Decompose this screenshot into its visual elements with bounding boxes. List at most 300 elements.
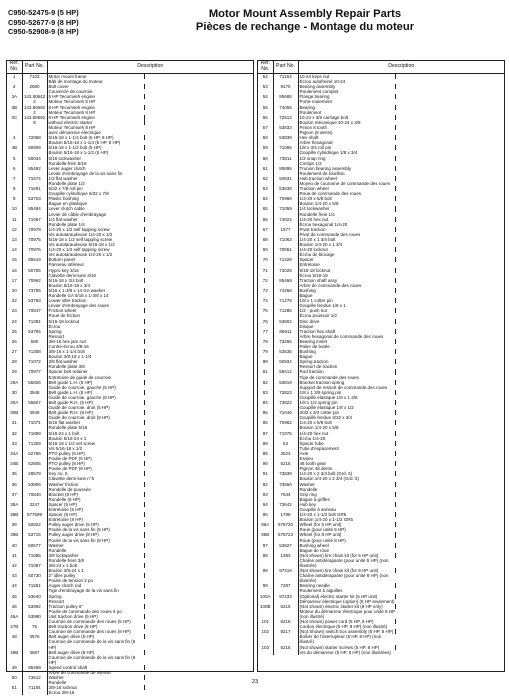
- ref-number: 60: [258, 156, 273, 166]
- parts-row: [7, 339, 253, 349]
- part-number: 71674: [22, 176, 47, 186]
- part-number: 52786: [22, 451, 47, 461]
- description-french: Boulon 5/16-18 x 1-1/4 (5 HP, 8 HP): [48, 140, 121, 146]
- part-number: 70976: [22, 247, 47, 257]
- description-english: 2" idler pulley: [48, 573, 146, 578]
- parts-row: [258, 94, 504, 104]
- ref-number: 29A: [7, 380, 22, 390]
- description-french: Poulie de la vis sans fin (5 HP): [48, 527, 110, 533]
- description-english: 10-24 keps nut: [299, 74, 397, 79]
- ref-number: 79: [258, 349, 273, 359]
- description-english: Hub key: [299, 502, 397, 507]
- description-english: 1/4-20 x 1-1/2 bolt GR5: [299, 512, 397, 517]
- description-english: Bolt cover: [48, 84, 146, 89]
- part-number: 1798: [273, 512, 298, 522]
- ref-number: 33: [7, 441, 22, 451]
- parts-row: [7, 380, 253, 390]
- ref-number: 77: [258, 329, 273, 339]
- description-french: Vis 5/16-18 x 1/2: [48, 445, 83, 451]
- parts-row: [7, 583, 253, 593]
- part-number: 3576: [22, 634, 47, 649]
- ref-number: 3B: [7, 105, 22, 115]
- parts-row: [7, 308, 253, 318]
- description-french: Ressort de traction: [299, 364, 338, 370]
- description-french: Courroie de commande des roues (8 HP): [48, 629, 131, 635]
- ref-number: 82: [258, 380, 273, 390]
- description-french: Rondelle GA 5/16 x 1-3/8 x 14: [48, 293, 109, 299]
- description-english: Axle: [299, 451, 397, 456]
- part-number: 58412: [273, 369, 298, 379]
- description-english: (Not shown) electric starter kit (8 HP only): [299, 604, 397, 609]
- description-french: Chaîne antidérapante (pour unité 5 HP) (non illustrée): [299, 557, 390, 568]
- ref-number: 42: [7, 563, 22, 573]
- parts-row: [258, 532, 504, 542]
- part-number: 70962: [22, 278, 47, 288]
- description-french: Arbre hexagonal de commande des roues: [299, 333, 384, 339]
- part-number: 143.806928: [22, 115, 47, 135]
- parts-row: [7, 482, 253, 492]
- description-english: Spacer: [299, 257, 397, 262]
- description-english: 3/8-16 hex jam nut: [48, 339, 146, 344]
- part-number: 50705: [22, 268, 47, 278]
- part-number: 71075: [273, 431, 298, 441]
- description-english: 3/8-24 x 1 bolt: [48, 563, 146, 568]
- description-english: Bushing: [299, 288, 397, 293]
- column-header-part: Part No.: [22, 61, 47, 74]
- description-english: 5/16 lockwasher: [48, 156, 146, 161]
- parts-row: [7, 420, 253, 430]
- parts-row: [7, 532, 253, 542]
- part-number: 71899: [22, 431, 47, 441]
- parts-row: [7, 410, 253, 420]
- ref-number: 71: [258, 268, 273, 278]
- ref-number: 70: [258, 257, 273, 267]
- description-english: (Not shown) power cord (5 HP, 8 HP): [299, 619, 397, 624]
- description-french: Roue de commande des roues: [299, 191, 362, 197]
- part-number: 73650: [273, 482, 298, 492]
- part-number: 1393: [273, 553, 298, 568]
- description-english: 3/32 x 3/4 cotter pin: [299, 410, 397, 415]
- description-english: Motor mount frame: [48, 74, 146, 79]
- ref-number: 98: [258, 553, 273, 568]
- part-number: 50730: [22, 573, 47, 583]
- ref-number: 67: [258, 227, 273, 237]
- description-english: PTO pulley (5 HP): [48, 451, 146, 456]
- description-french: Écrou 3/8-16: [48, 690, 75, 696]
- parts-row: [7, 94, 253, 104]
- description-french: Guide de courroie, gauche (5 HP): [48, 384, 116, 390]
- ref-number: 103: [258, 645, 273, 655]
- parts-row: [258, 604, 504, 619]
- description-english: 1/4 lockwasher: [299, 206, 397, 211]
- part-number: 80909: [22, 145, 47, 155]
- description-french: Levier d'embrayage des roues: [48, 303, 109, 309]
- ref-number: 40: [7, 543, 22, 553]
- description-english: 5/16-18 x 1/2 self tapping screw: [48, 237, 146, 242]
- parts-row: [7, 329, 253, 339]
- column-header-description: Description: [298, 61, 504, 74]
- parts-row: [258, 410, 504, 420]
- description-french: Boulon 5/16-18 x 3/4: [48, 282, 91, 288]
- description-english: Plastic bushing: [48, 196, 146, 201]
- description-english: Hub traction wheel: [299, 176, 397, 181]
- description-english: 5/16-18 x 1-1/2 bolt (5 HP): [48, 145, 146, 150]
- description-english: Disc drive: [299, 319, 397, 324]
- description-french: Boulon 1/4-20 x 1-1/2 GR5: [299, 517, 354, 523]
- ref-number: 3A: [7, 94, 22, 104]
- description-french: Boulon 5/16-24 x 1: [48, 435, 87, 441]
- ref-number: 25: [7, 329, 22, 339]
- part-number: 50034: [22, 156, 47, 166]
- description-french: Vis autotaraudeuse 1/4-20 x 1/2: [48, 252, 113, 258]
- description-english: Belt guide L.H. (8 HP): [48, 390, 146, 395]
- parts-row: [7, 349, 253, 359]
- ref-number: 36: [7, 482, 22, 492]
- ref-number: 68: [258, 237, 273, 247]
- parts-row: [7, 471, 253, 481]
- part-number: 9170: [273, 84, 298, 94]
- description-french: Rondelle plate 5/16: [48, 425, 88, 431]
- description-english: Washer: [48, 543, 146, 548]
- parts-row: [258, 619, 504, 629]
- parts-row: [258, 645, 504, 655]
- description-english: Traction shaft assy: [299, 278, 397, 283]
- ref-number: 17: [7, 278, 22, 288]
- description-english: Flange bearing: [299, 94, 397, 99]
- description-english: 1/8 x 1/2 spring pin: [299, 400, 397, 405]
- part-number: 6215: [273, 645, 298, 655]
- description-french: Courroie de commande de la vis sans fin (5 HP): [48, 639, 137, 650]
- description-english: 1/4-20 x 5/8 bolt: [299, 196, 397, 201]
- part-number: 55827: [22, 400, 47, 410]
- part-number: 70960: [273, 196, 298, 206]
- parts-row: [258, 461, 504, 471]
- description-french: Tube d'espacement: [299, 445, 339, 451]
- description-english: 8 HP Tecumseh engine: [48, 105, 146, 110]
- description-english: 5/16-18 locknut: [299, 268, 397, 273]
- ref-number: 54: [258, 94, 273, 104]
- ref-number: 96A: [258, 522, 273, 532]
- description-english: 5 HP Tecumseh engine: [48, 94, 146, 99]
- description-english: Spacer belt retainer: [48, 369, 146, 374]
- description-french: Boulon 3/8-24 x 1: [48, 568, 84, 574]
- description-english: Trunion bearing assembly: [299, 166, 397, 171]
- part-number: 71063: [273, 237, 298, 247]
- parts-row: [258, 482, 504, 492]
- parts-row: [7, 257, 253, 267]
- description-english: 1/4-20 x 1 3/4 bolt: [299, 237, 397, 242]
- part-number: 28579: [22, 471, 47, 481]
- ref-number: 13: [7, 237, 22, 247]
- part-number: 580: [22, 339, 47, 349]
- description-english: Unit traction drive (5 HP): [48, 614, 146, 619]
- description-english: Key no. 5: [48, 471, 146, 476]
- parts-row: [7, 247, 253, 257]
- description-french: Écrou: [48, 323, 61, 329]
- description-english: 3/8 lockwasher: [48, 553, 146, 558]
- ref-number: 3C: [7, 115, 22, 135]
- part-number: 6216: [273, 619, 298, 629]
- parts-row: [258, 349, 504, 359]
- parts-row: [258, 441, 504, 451]
- description-french: Roue (pour unité 8 HP): [299, 537, 346, 543]
- ref-number: 30B: [7, 410, 22, 420]
- description-french: Rondelle: [48, 680, 67, 686]
- parts-row: [258, 308, 504, 318]
- description-english: Lower idler traction: [48, 298, 146, 303]
- part-number: 71072: [22, 359, 47, 369]
- parts-row: [258, 227, 504, 237]
- part-number: 53830: [273, 186, 298, 196]
- description-english: Pinion 8 tooth: [299, 125, 397, 130]
- ref-number: 89: [258, 451, 273, 461]
- part-number: 85499: [22, 665, 47, 675]
- part-number: 7544: [273, 492, 298, 502]
- ref-number: 86: [258, 420, 273, 430]
- part-number: 70840: [22, 492, 47, 502]
- part-number: 85911: [273, 329, 298, 339]
- page-title: [150, 8, 460, 34]
- ref-number: 28: [7, 359, 22, 369]
- ref-number: 30: [7, 390, 22, 400]
- description-french: Écrou de blocage: [299, 252, 335, 258]
- part-number: 72068: [22, 135, 47, 145]
- part-number: 71066: [273, 145, 298, 155]
- ref-number: 97: [258, 543, 273, 553]
- ref-number: 4B: [7, 145, 22, 155]
- parts-row: [258, 298, 504, 308]
- parts-row: [7, 145, 253, 155]
- description-english: (Not Shown) switch box assembly (5 HP, 8 HP): [299, 629, 397, 634]
- ref-number: 29: [7, 369, 22, 379]
- description-french: Bague de roue: [299, 547, 330, 553]
- description-french: Goupille élastique 1/8 x 1 3/8: [299, 394, 358, 400]
- description-english: 48 tooth gear: [299, 461, 397, 466]
- ref-number: 56: [258, 115, 273, 125]
- ref-number: 43: [7, 573, 22, 583]
- description-english: 1/4-20 hex nut: [299, 217, 397, 222]
- ref-number: 63: [258, 186, 273, 196]
- ref-number: 35: [7, 471, 22, 481]
- ref-number: 100B: [258, 604, 273, 619]
- ref-number: 8: [7, 186, 22, 196]
- description-english: Wheel (for 5 HP unit): [299, 522, 397, 527]
- description-french: Guide de courroie, droit (5 HP): [48, 405, 110, 411]
- description-english: Spacer tube: [299, 441, 397, 446]
- parts-row: [258, 176, 504, 186]
- ref-number: 32: [7, 431, 22, 441]
- description-english: Lever auger clutch: [48, 166, 146, 171]
- parts-row: [258, 553, 504, 568]
- part-number: 71071: [22, 420, 47, 430]
- part-number: 578720: [273, 522, 298, 532]
- description-english: Auger clutch rod: [48, 583, 146, 588]
- description-english: Bracket (8 HP): [48, 492, 146, 497]
- ref-number: 64: [258, 196, 273, 206]
- part-number: 73642: [273, 502, 298, 512]
- ref-number: 57: [258, 125, 273, 135]
- parts-row: [7, 278, 253, 288]
- description-english: Bearing: [299, 105, 397, 110]
- ref-number: 34B: [7, 461, 22, 471]
- description-english: Spring traction: [299, 359, 397, 364]
- description-english: Lever clutch cable: [48, 206, 146, 211]
- part-number: 6215: [273, 461, 298, 471]
- parts-row: [258, 196, 504, 206]
- description-french: Guide de courroie, gauche (8 HP): [48, 394, 116, 400]
- model-line: C950-52677-9 (8 HP): [8, 17, 79, 27]
- part-number: 70962: [273, 420, 298, 430]
- description-french: Pignon 48 dents: [299, 466, 333, 472]
- description-english: Bushing: [299, 349, 397, 354]
- ref-number: 38A: [7, 502, 22, 512]
- ref-number: 14: [7, 247, 22, 257]
- description-french: Boulon 1/4-20 x 5/8: [299, 425, 339, 431]
- description-english: 1/2 flat washer: [48, 176, 146, 181]
- description-french: Démarreur électrique (option) (5 HP seulement): [299, 598, 395, 604]
- description-french: Boîtier de l'interrupteur (5 HP, 8 HP) (non illustré): [299, 634, 383, 645]
- description-french: Rondelle: [299, 486, 318, 492]
- description-french: Porte-roulement: [299, 99, 332, 105]
- part-number: 71087: [22, 563, 47, 573]
- description-french: Poulie de PDF (5 HP): [48, 456, 92, 462]
- description-english: Wheel (for 8 HP unit): [299, 532, 397, 537]
- description-french: Guide de courroie, droit (8 HP): [48, 415, 110, 421]
- ref-number: 66: [258, 217, 273, 227]
- description-french: Couvercle de courroie: [48, 89, 93, 95]
- description-french: Bague: [299, 354, 313, 360]
- parts-row: [258, 278, 504, 288]
- description-english: Washer friction: [48, 482, 146, 487]
- description-french: Goupille cylindrique 5/32 x 7/8: [48, 191, 109, 197]
- description-english: 10-24 x 3/8 carriage bolt: [299, 115, 397, 120]
- ref-number: 16: [7, 268, 22, 278]
- ref-number: 65: [258, 206, 273, 216]
- ref-number: 45: [7, 594, 22, 604]
- parts-row: [7, 227, 253, 237]
- parts-row: [258, 247, 504, 257]
- ref-number: 37: [7, 492, 22, 502]
- description-english: 1/4-20 x 1/2 self tapping screw: [48, 247, 146, 252]
- ref-number: 22: [7, 298, 22, 308]
- description-french: Rondelle (8 HP): [48, 496, 81, 502]
- description-french: Rondelle de poussée: [48, 486, 91, 492]
- description-french: Tige de commande des roues: [299, 374, 359, 380]
- description-french: Goupille élastique 1/8 x 1/2: [299, 405, 354, 411]
- description-english: (Not shown) starter screws (5 HP, 8 HP): [299, 645, 397, 650]
- part-number: 71279: [273, 298, 298, 308]
- description-french: Roulement de tourillon: [299, 170, 345, 176]
- description-english: 1/4-20 locknut: [299, 247, 397, 252]
- column-header-description: Description: [47, 61, 253, 74]
- part-number: 70977: [22, 369, 47, 379]
- description-french: Roulement: [299, 109, 322, 115]
- description-french: Moteur du démarreur électrique pour unité 8 HP (non illustré): [299, 608, 397, 619]
- parts-row: [258, 522, 504, 532]
- ref-number: 53: [258, 84, 273, 94]
- parts-table-left: [6, 60, 254, 696]
- description-english: (Optional) electric starter kit (5 HP unit): [299, 594, 397, 599]
- description-french: Cordon électrique (5 HP, 8 HP) (non illustré): [299, 624, 388, 630]
- part-number: 71067: [22, 217, 47, 227]
- ref-number: 61: [258, 166, 273, 176]
- description-french: Roue de friction: [48, 313, 81, 319]
- ref-number: 90: [258, 461, 273, 471]
- description-english: Spring: [48, 329, 146, 334]
- parts-row: [7, 268, 253, 278]
- ref-number: 49: [7, 665, 22, 675]
- part-number: 73811: [273, 156, 298, 166]
- part-number: 143.806422: [23, 94, 46, 105]
- parts-row: [7, 84, 253, 94]
- part-number: 70975: [22, 237, 47, 247]
- description-french: Goupille à anneau: [299, 506, 337, 512]
- description-english: Traction pulley 6": [48, 604, 146, 609]
- description-french: Écrou 5/16-18: [299, 272, 328, 278]
- parts-row: [7, 196, 253, 206]
- part-number: 50822: [22, 522, 47, 532]
- ref-number: 102: [258, 629, 273, 644]
- part-number: 73612: [22, 675, 47, 685]
- ref-number: 87: [258, 431, 273, 441]
- description-french: Panneau inférieur: [48, 262, 85, 268]
- parts-row: [7, 166, 253, 176]
- model-line: C950-52908-9 (8 HP): [8, 27, 79, 37]
- ref-number: 85: [258, 410, 273, 420]
- description-english: 5/16-18 x 1/2 set screw: [48, 441, 146, 446]
- description-french: Roulement complet: [299, 89, 339, 95]
- part-number: 71391: [22, 319, 47, 329]
- parts-row: [258, 156, 504, 166]
- parts-row: [7, 186, 253, 196]
- ref-number: 24: [7, 319, 22, 329]
- part-number: 73795: [22, 288, 47, 298]
- part-number: 577599: [22, 512, 47, 522]
- description-english: Pivot traction: [299, 227, 397, 232]
- parts-row: [7, 74, 253, 85]
- description-english: 3/8-16 locknut: [48, 685, 146, 690]
- description-english: 1/8 x 1 cotter pin: [299, 298, 397, 303]
- parts-row: [258, 257, 504, 267]
- ref-number: 47B: [7, 624, 22, 634]
- part-number: 74258: [273, 288, 298, 298]
- description-french: Écrou 1/4-20: [299, 435, 326, 441]
- parts-row: [7, 369, 253, 379]
- part-number: 3247: [22, 502, 47, 512]
- description-french: Ressort: [48, 333, 65, 339]
- description-english: 1/4 flat washer: [48, 217, 146, 222]
- title-english: Motor Mount Assembly Repair Parts: [208, 8, 402, 20]
- ref-number: 62: [258, 176, 273, 186]
- description-english: 1/8 x 3/4 roll pin: [299, 145, 397, 150]
- part-number: 70847: [22, 308, 47, 318]
- parts-row: [258, 629, 504, 644]
- parts-row: [258, 339, 504, 349]
- description-french: Arbre de commande des roues: [299, 282, 362, 288]
- description-english: Rod traction: [299, 369, 397, 374]
- description-french: Entretoise (8 HP): [48, 517, 84, 523]
- description-french: Écrou autofreiné 10-24: [299, 79, 346, 85]
- description-french: Palier de butée: [299, 343, 330, 349]
- ref-number: 6: [7, 166, 22, 176]
- parts-row: [258, 329, 504, 339]
- description-french: Boulon 5/16-18 x 1-1/2 (5 HP): [48, 150, 109, 156]
- parts-row: [7, 441, 253, 451]
- description-english: 1/2 snap ring: [299, 156, 397, 161]
- description-english: (Not shown) tire chain kit (for 5 HP unit): [299, 553, 397, 558]
- description-english: Bearing needle: [299, 583, 397, 588]
- parts-row: [7, 650, 253, 665]
